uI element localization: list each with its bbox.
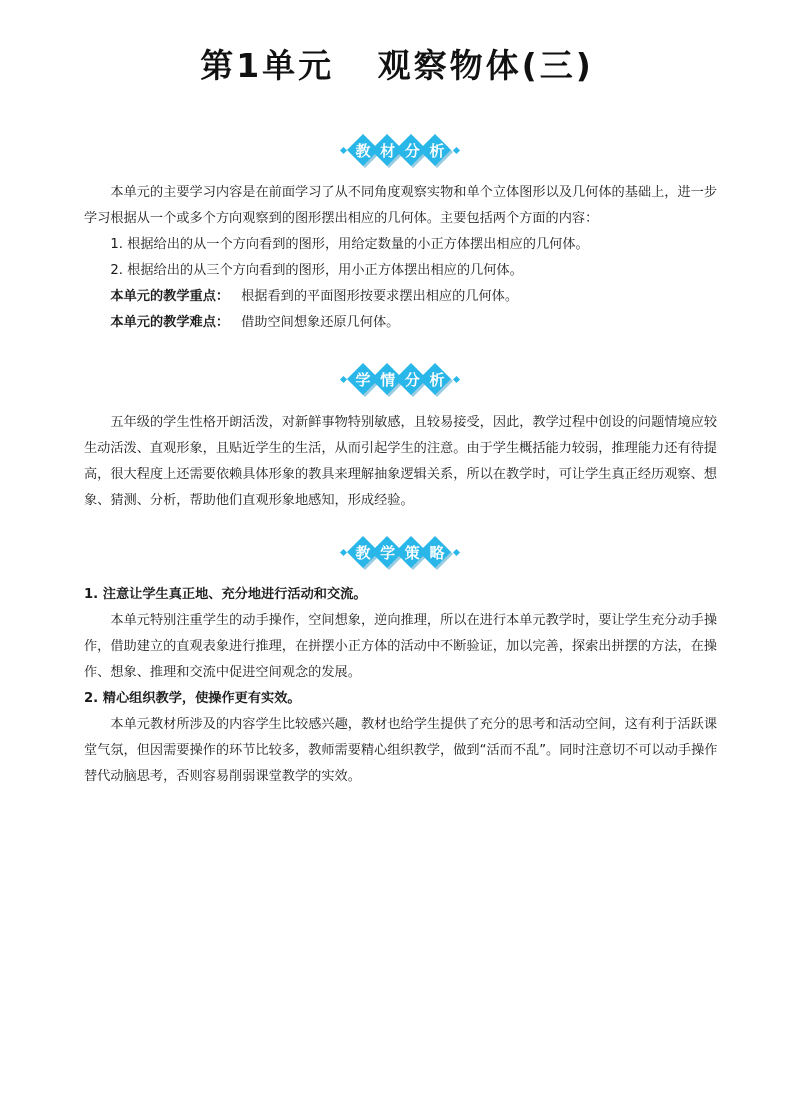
badge-char: 学: [355, 371, 371, 389]
teaching-strategy-content: [84, 582, 720, 790]
content-item-1: 1. 根据给出的从一个方向看到的图形，用给定数量的小正方体摆出相应的几何体。: [110, 237, 589, 252]
intro-paragraph: 本单元的主要学习内容是在前面学习了从不同角度观察实物和单个立体图形以及几何体的基础上，进一步学习根据从一个或多个方向观察到的图形摆出相应的几何体。主要包括两个方面的内容：: [84, 185, 718, 226]
page-title: 第1单元 观察物体(三): [200, 46, 594, 85]
badge-char: 分: [404, 142, 420, 160]
badge-char: 析: [429, 371, 445, 389]
badge-char: 学: [380, 544, 396, 562]
difficulty-text: 借助空间想象还原几何体。: [241, 315, 400, 330]
badge-char: 教: [355, 142, 371, 160]
strategy-heading-2: 2. 精心组织教学，使操作更有实效。: [84, 691, 301, 706]
section-badge-student-analysis: [338, 362, 462, 398]
badge-char: 分: [404, 371, 420, 389]
badge-char: 略: [429, 544, 445, 562]
student-analysis-content: [84, 410, 720, 514]
strategy-heading-1: 1. 注意让学生真正地、充分地进行活动和交流。: [84, 587, 367, 602]
section-badge-teaching-strategy: [338, 535, 462, 571]
section-badge-textbook-analysis: [338, 133, 462, 169]
badge-char: 策: [404, 544, 420, 562]
key-point-label: 本单元的教学重点：: [110, 289, 230, 304]
badge-char: 材: [380, 142, 396, 160]
content-item-2: 2. 根据给出的从三个方向看到的图形，用小正方体摆出相应的几何体。: [110, 263, 523, 278]
key-point-text: 根据看到的平面图形按要求摆出相应的几何体。: [241, 289, 519, 304]
badge-char: 析: [429, 142, 445, 160]
strategy-text-2: 本单元教材所涉及的内容学生比较感兴趣，教材也给学生提供了充分的思考和活动空间，这有利于活跃课堂气氛，但因需要操作的环节比较多，教师需要精心组织教学，做到“活而不乱”。同时注意切不可以动手操作替代动脑思考，否则容易削弱课堂教学的实效。: [84, 717, 718, 784]
difficulty-line: [84, 310, 720, 336]
student-analysis-paragraph: 五年级的学生性格开朗活泼，对新鲜事物特别敏感，且较易接受，因此，教学过程中创设的问题情境应较生动活泼、直观形象，且贴近学生的生活，从而引起学生的注意。由于学生概括能力较弱，推理能力还有待提高，很大程度上还需要依赖具体形象的教具来理解抽象逻辑关系，所以在教学时，可让学生真正经历观察、想象、猜测、分析，帮助他们直观形象地感知，形成经验。: [84, 415, 718, 508]
badge-char: 情: [380, 371, 396, 389]
key-point-line: [84, 284, 720, 310]
textbook-analysis-content: [84, 180, 720, 336]
badge-char: 教: [355, 544, 371, 562]
strategy-text-1: 本单元特别注重学生的动手操作，空间想象，逆向推理，所以在进行本单元教学时，要让学生充分动手操作，借助建立的直观表象进行推理，在拼摆小正方体的活动中不断验证，加以完善，探索出拼摆的方法，在操作、想象、推理和交流中促进空间观念的发展。: [84, 613, 718, 680]
difficulty-label: 本单元的教学难点：: [110, 315, 230, 330]
